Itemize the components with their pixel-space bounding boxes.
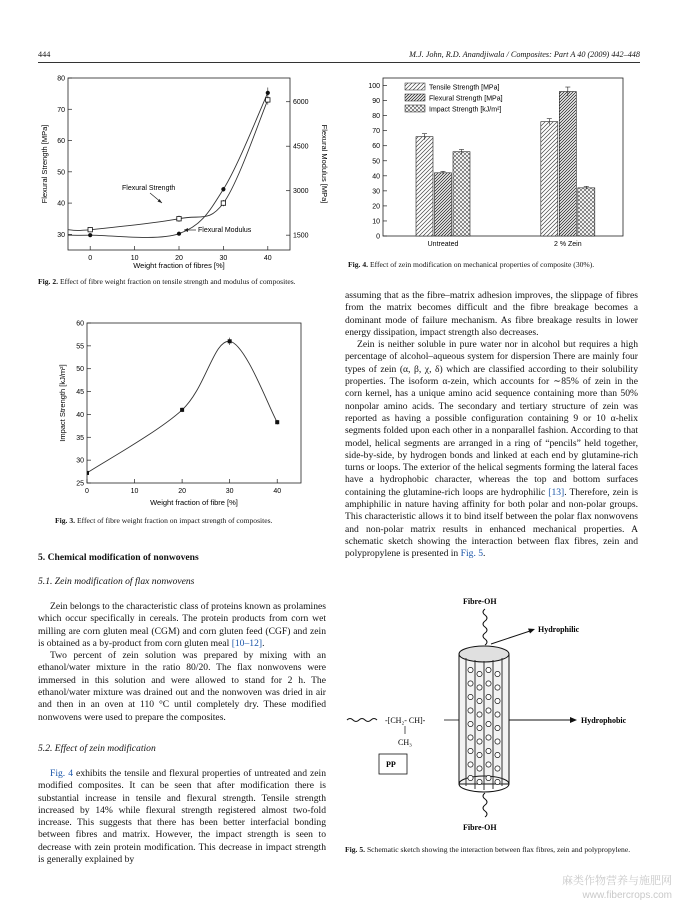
page-number: 444 bbox=[38, 50, 51, 59]
fig2-xtick-label: 40 bbox=[263, 255, 272, 262]
zein-helix-dot bbox=[468, 775, 473, 780]
fig5-label-pp: PP bbox=[386, 760, 396, 769]
fig3-point bbox=[228, 339, 232, 343]
zein-helix-dot bbox=[495, 698, 500, 703]
fig4-reference-link[interactable]: Fig. 4 bbox=[50, 768, 74, 779]
zein-helix-dot bbox=[468, 708, 473, 713]
fig4-caption bbox=[348, 260, 640, 270]
fig2-caption-label: Fig. 2. bbox=[38, 277, 59, 286]
legend-label-impact: Impact Strength [kJ/m²] bbox=[429, 106, 502, 114]
fig3-xtick-label: 0 bbox=[85, 488, 89, 495]
reference-link-13[interactable]: [13] bbox=[548, 486, 565, 498]
zein-intro-end: . bbox=[262, 637, 265, 649]
fig5-label-hydrophobic: Hydrophobic bbox=[581, 716, 627, 725]
zein-helix-dot bbox=[468, 748, 473, 753]
fig2-ytick-right-label: 4500 bbox=[293, 143, 309, 151]
fig3-caption bbox=[55, 516, 340, 526]
fig4-bar-flexural bbox=[559, 92, 576, 236]
section-5-1-title: 5.1. Zein modification of flax nonwovens bbox=[38, 576, 195, 587]
fig2-xtick-label: 10 bbox=[130, 255, 139, 262]
fig2-modulus-point bbox=[177, 232, 181, 236]
zein-helix-dot bbox=[468, 735, 473, 740]
fig4-ytick-label: 100 bbox=[368, 83, 380, 91]
fig4-ytick-label: 20 bbox=[372, 203, 380, 211]
zein-helix-dot bbox=[486, 708, 491, 713]
fig2-annotation-modulus: Flexural Modulus bbox=[198, 227, 252, 234]
zein-structure-text-2: . Therefore, zein is amphiphilic in nature having affinity for both polar and non-polar groups. This characteristic allows it to bind itself between the polar flax nonwovens and non-polar matrix results in enhanced mechanical properties. A schematic sketch showing the interaction between flax fibres, zein and polypropylene is presented in bbox=[345, 486, 638, 560]
fig4-ytick-label: 50 bbox=[372, 158, 380, 166]
fig2-modulus-point bbox=[266, 91, 270, 95]
fig4-bar-impact bbox=[453, 152, 470, 236]
zein-helix-bundle bbox=[459, 646, 509, 792]
legend-swatch-tensile bbox=[405, 83, 425, 90]
fig3-ytick-label: 25 bbox=[76, 480, 84, 488]
fig2-ytick-left-label: 40 bbox=[57, 200, 65, 208]
fig3-ytick-label: 50 bbox=[76, 366, 84, 374]
zein-helix-dot bbox=[477, 739, 482, 744]
reference-link-10-12[interactable]: [10–12] bbox=[231, 637, 263, 649]
fig2-ylabel-left: Flexural Strength [MPa] bbox=[40, 124, 49, 204]
fig5-caption-label: Fig. 5. bbox=[345, 845, 366, 854]
fig5-label-pp-chain: -[CH₂- CH]- bbox=[385, 716, 426, 725]
watermark-chinese: 麻类作物营养与施肥网 bbox=[562, 875, 672, 887]
fig2-xtick-label: 30 bbox=[219, 255, 228, 262]
fig2-chart bbox=[38, 72, 330, 272]
zein-helix-dot bbox=[495, 766, 500, 771]
zein-helix-dot bbox=[468, 721, 473, 726]
fig2-ytick-right-label: 1500 bbox=[293, 232, 309, 240]
fig5-caption bbox=[345, 845, 638, 855]
fig3-chart bbox=[55, 317, 310, 511]
fig3-ytick-label: 45 bbox=[76, 389, 84, 397]
fig2-strength-point bbox=[266, 98, 270, 102]
fig4-caption-text: Effect of zein modification on mechanical properties of composite (30%). bbox=[369, 260, 595, 269]
fig3-caption-label: Fig. 3. bbox=[55, 516, 76, 525]
zein-helix-dot bbox=[477, 698, 482, 703]
fig2-modulus-curve bbox=[68, 93, 268, 238]
fig4-legend bbox=[405, 83, 503, 114]
fig3-xtick-label: 30 bbox=[225, 488, 234, 495]
fig4-ytick-label: 30 bbox=[372, 188, 380, 196]
fig4-bar-tensile bbox=[541, 122, 558, 236]
hydrophilic-arrowhead bbox=[528, 629, 535, 634]
zein-helix-dot bbox=[495, 671, 500, 676]
watermark-url: www.fibercrops.com bbox=[582, 890, 672, 901]
fig5-caption-text: Schematic sketch showing the interaction between flax fibres, zein and polypropylene. bbox=[366, 845, 631, 854]
fig2-modulus-point bbox=[221, 187, 225, 191]
fig4-chart bbox=[345, 74, 635, 254]
zein-helix-dot bbox=[468, 667, 473, 672]
fig4-caption-label: Fig. 4. bbox=[348, 260, 369, 269]
fig3-xtick-label: 10 bbox=[130, 488, 139, 495]
zein-helix-dot bbox=[495, 712, 500, 717]
zein-helix-dot bbox=[477, 725, 482, 730]
zein-effect-text: exhibits the tensile and flexural properties of untreated and zein modified composites. It can be seen that after modification there is substantial increase in tensile and flexural strength. Tensile strength increased by 14% while flexural strength registered almost two-fold increase. This suggests that there has been better interfacial bonding between fibres and matrix. However, the impact strength is seen to decrease with zein protein modification. This decrease in impact strength is generally explained by bbox=[38, 768, 326, 866]
zein-helix-dot bbox=[486, 694, 491, 699]
zein-helix-dot bbox=[468, 762, 473, 767]
zein-helix-dot bbox=[495, 739, 500, 744]
fig4-bar-impact bbox=[578, 188, 595, 236]
fig2-modulus-point bbox=[88, 233, 92, 237]
fig2-ytick-left-label: 60 bbox=[57, 138, 65, 146]
fig4-ytick-label: 60 bbox=[372, 143, 380, 151]
zein-helix-dot bbox=[468, 681, 473, 686]
fig4-bar-tensile bbox=[416, 137, 433, 236]
fig3-point bbox=[85, 471, 89, 475]
fig2-ytick-left-label: 30 bbox=[57, 231, 65, 239]
fig5-reference-link[interactable]: Fig. 5 bbox=[460, 548, 484, 560]
fig2-ytick-left-label: 70 bbox=[57, 106, 65, 114]
fig5-label-hydrophilic: Hydrophilic bbox=[538, 625, 580, 634]
zein-intro-text: Zein belongs to the characteristic class of proteins known as prolamines which occur specifically in cereals. The protein products from corn wet milling are corn gluten meal (CGM) and corn gluten feed (CGF) and zein is obtained as a by-product from corn gluten meal bbox=[38, 601, 327, 649]
fig3-ytick-label: 30 bbox=[76, 457, 84, 465]
fig5-label-fibre-bottom: Fibre-OH bbox=[463, 823, 497, 832]
paragraph-zein-structure bbox=[345, 339, 638, 560]
paragraph-zein-intro bbox=[38, 601, 326, 650]
flax-fibre-wavy-bottom bbox=[483, 793, 487, 817]
zein-helix-dot bbox=[477, 685, 482, 690]
left-column-body-1 bbox=[38, 601, 326, 724]
paragraph-zein-preparation: Two percent of zein solution was prepared by mixing with an ethanol/water mixture in the ratio 80/20. The flax nonwovens were immersed in this solution and were allowed to stand for 2 h. The ethanol/water mixture was drained out and the nonwoven was dried in air and then in an oven at 110 °C until completely dry. These modified nonwovens were used to prepare the composites. bbox=[38, 650, 326, 723]
fig4-ytick-label: 90 bbox=[372, 98, 380, 106]
zein-helix-dot bbox=[477, 712, 482, 717]
fig2-annotation-strength: Flexural Strength bbox=[122, 185, 176, 192]
header-rule bbox=[38, 62, 640, 63]
section-5-2-title: 5.2. Effect of zein modification bbox=[38, 743, 156, 754]
fig2-xtick-label: 20 bbox=[175, 255, 183, 262]
fig3-ytick-label: 55 bbox=[76, 343, 84, 351]
fig3-point bbox=[275, 420, 279, 424]
fig3-xtick-label: 20 bbox=[178, 488, 187, 495]
zein-helix-dot bbox=[495, 685, 500, 690]
fig3-xtick-label: 40 bbox=[273, 488, 282, 495]
fig4-ytick-label: 0 bbox=[376, 233, 380, 241]
paragraph-zein-effect bbox=[38, 768, 326, 866]
zein-helix-dot bbox=[486, 775, 491, 780]
fig2-plot-frame bbox=[68, 78, 290, 250]
flax-fibre-wavy-top bbox=[483, 609, 487, 645]
zein-helix-dot bbox=[486, 681, 491, 686]
fig2-ytick-left-label: 50 bbox=[57, 169, 65, 177]
left-column-body-2 bbox=[38, 768, 326, 866]
zein-helix-dot bbox=[486, 721, 491, 726]
hydrophilic-arrow bbox=[491, 630, 533, 644]
fig4-category-label: 2 % Zein bbox=[553, 241, 582, 248]
fig5-label-ch3: CH₃ bbox=[398, 738, 412, 747]
fig3-point bbox=[180, 408, 184, 412]
zein-helix-dot bbox=[486, 667, 491, 672]
journal-header: M.J. John, R.D. Anandjiwala / Composites: Part A 40 (2009) 442–448 bbox=[409, 50, 640, 59]
fig3-impact-curve bbox=[87, 341, 277, 473]
zein-helix-dot bbox=[477, 766, 482, 771]
fig3-ytick-label: 35 bbox=[76, 434, 84, 442]
zein-helix-dot bbox=[495, 752, 500, 757]
fig2-ytick-right-label: 3000 bbox=[293, 188, 309, 196]
zein-helix-dot bbox=[477, 779, 482, 784]
zein-structure-text: Zein is neither soluble in pure water nor in alcohol but requires a high percentage of alcohol–aqueous system for dispersion There are mainly four types of zein (α, β, χ, δ) which are classified according to their solubility properties. The isoform α-zein, which accounts for ∼85% of zein in the corn kernel, has a unique amino acid sequence containing more than 50% nonpolar amino acids. The secondary and tertiary structure of zein was reported as having a possible configuration containing 9 or 10 α-helix segments folded upon each other in a nonparallel fashion. According to that model, helical segments are arranged in a ring of “pencils” held together, side-by-side, by hydrogen bonds and linked at each end by glutamine-rich turns or loops. The exterior of the helical segments forming the lateral faces have a hydrophobic character, whereas the top and bottom surfaces containing the glutamine-rich loops are hydrophilic bbox=[345, 339, 638, 498]
pp-chain-wavy bbox=[347, 719, 377, 722]
fig3-ytick-label: 40 bbox=[76, 411, 84, 419]
fig2-ylabel-right: Flexural Modulus [MPa] bbox=[320, 124, 329, 204]
zein-helix-dot bbox=[486, 748, 491, 753]
zein-helix-dot bbox=[486, 762, 491, 767]
fig2-strength-curve bbox=[68, 100, 268, 231]
fig3-ytick-label: 60 bbox=[76, 320, 84, 328]
fig2-caption bbox=[38, 277, 326, 287]
legend-label-flexural: Flexural Strength [MPa] bbox=[429, 95, 503, 103]
zein-helix-dot bbox=[486, 735, 491, 740]
fig2-caption-text: Effect of fibre weight fraction on tensile strength and modulus of composites. bbox=[59, 277, 296, 286]
fig5-label-fibre-top: Fibre-OH bbox=[463, 597, 497, 606]
fig4-category-label: Untreated bbox=[427, 241, 459, 248]
fig3-xlabel: Weight fraction of fibre [%] bbox=[150, 498, 238, 507]
fig2-ytick-left-label: 80 bbox=[57, 75, 65, 83]
zein-helix-dot bbox=[477, 671, 482, 676]
fig5-schematic bbox=[345, 592, 640, 837]
paragraph-impact-decrease: assuming that as the fibre–matrix adhesion improves, the slippage of fibres from the matrix becomes difficult and the fibre breakage becomes a dominant mode of failure mechanism. As fibre breakage results in lower energy dissipation, impact strength also decreases. bbox=[345, 290, 638, 338]
fig2-strength-point bbox=[221, 201, 225, 205]
fig2-xtick-label: 0 bbox=[88, 255, 93, 262]
fig2-ytick-right-label: 6000 bbox=[293, 99, 309, 107]
fig3-plot-frame bbox=[87, 323, 301, 483]
hydrophobic-arrowhead bbox=[570, 717, 577, 723]
section-5-title: 5. Chemical modification of nonwovens bbox=[38, 552, 199, 563]
fig3-caption-text: Effect of fibre weight fraction on impact strength of composites. bbox=[76, 516, 273, 525]
zein-structure-end: . bbox=[483, 548, 486, 560]
fig4-ytick-label: 80 bbox=[372, 113, 380, 121]
fig4-ytick-label: 40 bbox=[372, 173, 380, 181]
legend-swatch-impact bbox=[405, 105, 425, 112]
fig2-strength-point bbox=[88, 227, 92, 231]
zein-helix-dot bbox=[477, 752, 482, 757]
fig3-ylabel: Impact Strength [kJ/m²] bbox=[58, 364, 67, 442]
fig2-xlabel: Weight fraction of fibres [%] bbox=[133, 261, 225, 270]
legend-swatch-flexural bbox=[405, 94, 425, 101]
zein-helix-dot bbox=[468, 694, 473, 699]
fig2-strength-point bbox=[177, 217, 181, 221]
zein-helix-dot bbox=[495, 779, 500, 784]
right-column-body bbox=[345, 290, 638, 561]
fig4-bar-flexural bbox=[435, 173, 452, 236]
fig4-ytick-label: 10 bbox=[372, 218, 380, 226]
legend-label-tensile: Tensile Strength [MPa] bbox=[429, 84, 500, 92]
fig4-ytick-label: 70 bbox=[372, 128, 380, 136]
zein-helix-dot bbox=[495, 725, 500, 730]
